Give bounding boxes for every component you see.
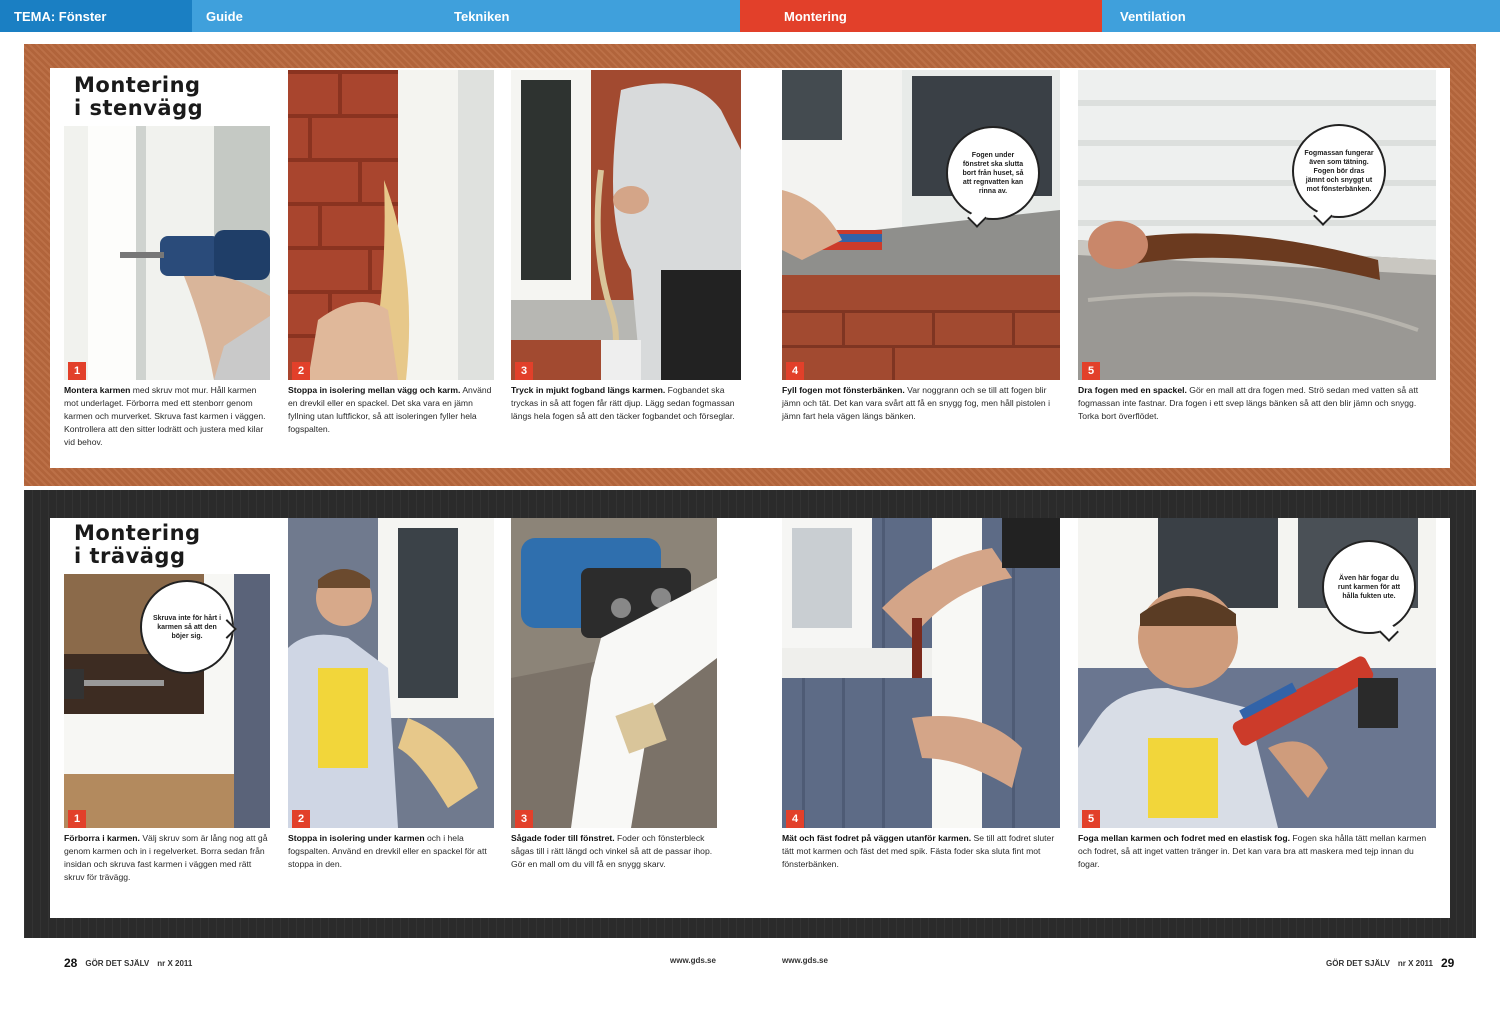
step-number-3: 3 (515, 810, 533, 828)
site-url-left[interactable]: www.gds.se (670, 956, 716, 965)
step-3-lead: Tryck in mjukt fogband längs karmen. (511, 385, 666, 395)
step-4-photo (782, 70, 1060, 380)
step-2-caption (288, 384, 494, 436)
tip-bubble-text-1: Fogen under fönstret ska slutta bort från huset, så att regnvatten kan rinna av. (962, 151, 1024, 195)
tab-tema[interactable]: TEMA: Fönster (0, 0, 192, 32)
tip-bubble-2 (1292, 124, 1386, 218)
step-5-photo (1078, 70, 1436, 380)
step-3-caption (511, 832, 717, 871)
issue-left: nr X 2011 (157, 958, 193, 968)
step-5-text: Gör en mall att dra fogen med. Strö sedan med vatten så att fogmassan inte fastnar. Dra fogen i ett svep längs bänken så att den blir jämn och snygg. Torka bort överflödet. (1078, 385, 1419, 421)
issue-right: nr X 2011 (1397, 958, 1433, 968)
step-4-text: Se till att fodret sluter tätt mot karmen och fäst det med spik. Fästa foder ska sluta fint mot fönsterbänken. (782, 833, 1055, 869)
step-number-1: 1 (68, 810, 86, 828)
site-url-right[interactable]: www.gds.se (782, 956, 828, 965)
step-5-lead: Foga mellan karmen och fodret med en elastisk fog. (1078, 833, 1291, 843)
footer-center-left (670, 956, 716, 965)
step-1-lead: Montera karmen (64, 385, 131, 395)
step-4-caption (782, 832, 1060, 871)
tip-bubble-1 (946, 126, 1040, 220)
step-2-photo (288, 518, 494, 828)
step-4-lead: Mät och fäst fodret på väggen utanför karmen. (782, 833, 972, 843)
page-number-left: 28 (64, 956, 78, 970)
step-5-text: Fogen ska hålla tätt mellan karmen och fodret, så att inget vatten tränger in. Det kan vara bra att maskera med tejp innan du fogar. (1078, 833, 1427, 869)
step-4-photo (782, 518, 1060, 828)
title-line2: i stenvägg (74, 96, 204, 120)
step-number-2: 2 (292, 810, 310, 828)
footer-left (64, 956, 192, 970)
step-2-lead: Stoppa in isolering under karmen (288, 833, 425, 843)
tip-bubble-text-2: Även här fogar du runt karmen för att hålla fukten ute. (1337, 574, 1401, 600)
top-nav (0, 0, 1500, 32)
tab-guide[interactable]: Guide (192, 0, 438, 32)
tip-bubble-2 (1322, 540, 1416, 634)
brand-right: GÖR DET SJÄLV (1326, 958, 1390, 968)
step-2-text: och i hela fogspalten. Använd en drevkil eller en spackel för att stoppa in den. (288, 833, 487, 869)
step-3-text: Fogbandet ska tryckas in så att fogen får rätt djup. Lägg sedan fogmassan längs hela fogen så att den täcker fogbandet och förseglar. (511, 385, 735, 421)
step-number-5: 5 (1082, 362, 1100, 380)
step-5-caption (1078, 832, 1436, 871)
step-3-text: Foder och fönsterbleck sågas till i rätt längd och vinkel så att de passar ihop. Gör en mall om du vill få en snygg skarv. (511, 833, 713, 869)
tip-bubble-1 (140, 580, 234, 674)
wood-wall-section (24, 490, 1476, 938)
step-3-caption (511, 384, 741, 423)
step-1-lead: Förborra i karmen. (64, 833, 140, 843)
step-4-text: Var noggrann och se till att fogen blir jämn och tät. Det kan vara svårt att få en snygg fog, men håll pistolen i jämn fart hela vägen längs bänken. (782, 385, 1050, 421)
step-3-lead: Sågade foder till fönstret. (511, 833, 615, 843)
step-1-text: med skruv mot mur. Håll karmen mot underlaget. Förborra med ett stenborr genom karmen och murverket. Skruva fast karmen i väggen. Kontrollera att den sitter lodrätt och justera med kilar vid behov. (64, 385, 266, 447)
brand-left: GÖR DET SJÄLV (85, 958, 150, 968)
step-1-caption (64, 832, 270, 884)
step-4-lead: Fyll fogen mot fönsterbänken. (782, 385, 905, 395)
step-4-caption (782, 384, 1060, 423)
section-title (64, 518, 270, 574)
step-1-text: Välj skruv som är lång nog att gå genom karmen och in i regelverket. Borra sedan från insidan och skruva fast karmen i väggen med rätt skruv för trävägg. (64, 833, 268, 882)
step-number-2: 2 (292, 362, 310, 380)
tip-bubble-text-2: Fogmassan fungerar även som tätning. Fogen bör dras jämnt och snyggt ut mot fönsterbänken. (1304, 149, 1374, 193)
step-1-photo (64, 126, 270, 380)
step-number-3: 3 (515, 362, 533, 380)
step-number-4: 4 (786, 362, 804, 380)
step-2-lead: Stoppa in isolering mellan vägg och karm. (288, 385, 461, 395)
step-3-photo (511, 518, 717, 828)
footer-center-right (782, 956, 828, 965)
step-2-text: Använd en drevkil eller en spackel. Det ska vara en jämn fyllning utan luftfickor, så att isoleringen fyller hela fogspalten. (288, 385, 492, 434)
step-5-lead: Dra fogen med en spackel. (1078, 385, 1187, 395)
title-line1: Montering (74, 73, 201, 97)
step-number-4: 4 (786, 810, 804, 828)
footer-right (1326, 956, 1454, 970)
title-line2: i trävägg (74, 544, 186, 568)
step-number-1: 1 (68, 362, 86, 380)
tip-bubble-text-1: Skruva inte för hårt i karmen så att den böjer sig. (152, 614, 222, 640)
title-line1: Montering (74, 521, 201, 545)
tab-ventilation[interactable]: Ventilation (1102, 0, 1500, 32)
page-number-right: 29 (1441, 956, 1455, 970)
step-3-photo (511, 70, 741, 380)
step-number-5: 5 (1082, 810, 1100, 828)
stone-wall-section (24, 44, 1476, 486)
step-2-photo (288, 70, 494, 380)
step-1-caption (64, 384, 270, 449)
tab-montering[interactable]: Montering (740, 0, 1102, 32)
section-title (64, 70, 270, 126)
step-2-caption (288, 832, 494, 871)
step-5-caption (1078, 384, 1436, 423)
tab-tekniken[interactable]: Tekniken (438, 0, 740, 32)
